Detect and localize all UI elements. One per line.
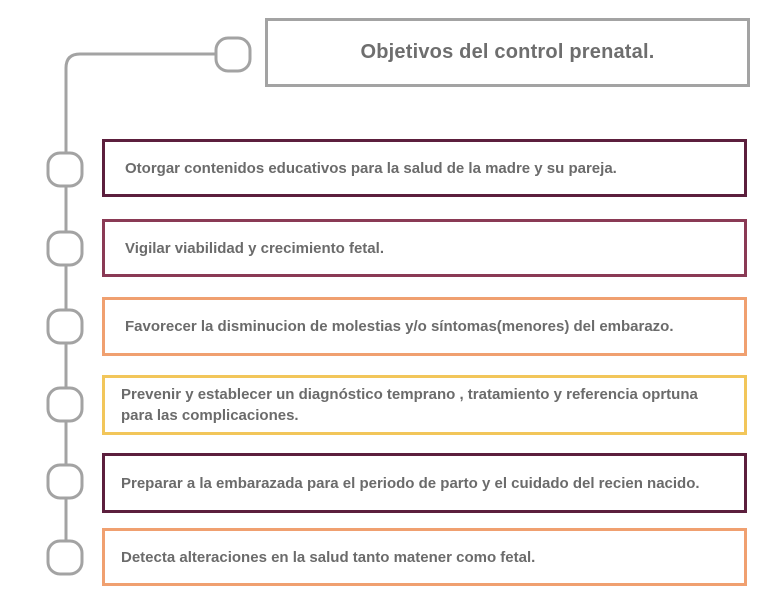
objective-box <box>102 453 747 513</box>
objective-text: Detecta alteraciones en la salud tanto matener como fetal. <box>121 548 536 566</box>
objective-box <box>102 139 747 197</box>
item-node-marker <box>48 153 82 186</box>
objective-text: Preparar a la embarazada para el periodo de parto y el cuidado del recien nacido. <box>121 474 700 492</box>
objective-box <box>102 528 747 586</box>
item-node-marker <box>48 310 82 343</box>
title-node-marker <box>216 38 250 71</box>
objective-text: Vigilar viabilidad y crecimiento fetal. <box>125 239 384 257</box>
title-box <box>265 18 750 87</box>
item-node-marker <box>48 465 82 498</box>
item-node-marker <box>48 388 82 421</box>
item-node-marker <box>48 232 82 265</box>
objective-box <box>102 219 747 277</box>
objective-text: Favorecer la disminucion de molestias y/o síntomas(menores) del embarazo. <box>125 318 674 335</box>
diagram-title: Objetivos del control prenatal. <box>360 41 655 63</box>
item-node-marker <box>48 541 82 574</box>
objective-box <box>102 297 747 356</box>
objective-text: Prevenir y establecer un diagnóstico temprano , tratamiento y referencia oprtuna para las complicaciones. <box>121 386 698 424</box>
objective-text: Otorgar contenidos educativos para la salud de la madre y su pareja. <box>125 159 617 177</box>
objective-box <box>102 375 747 435</box>
